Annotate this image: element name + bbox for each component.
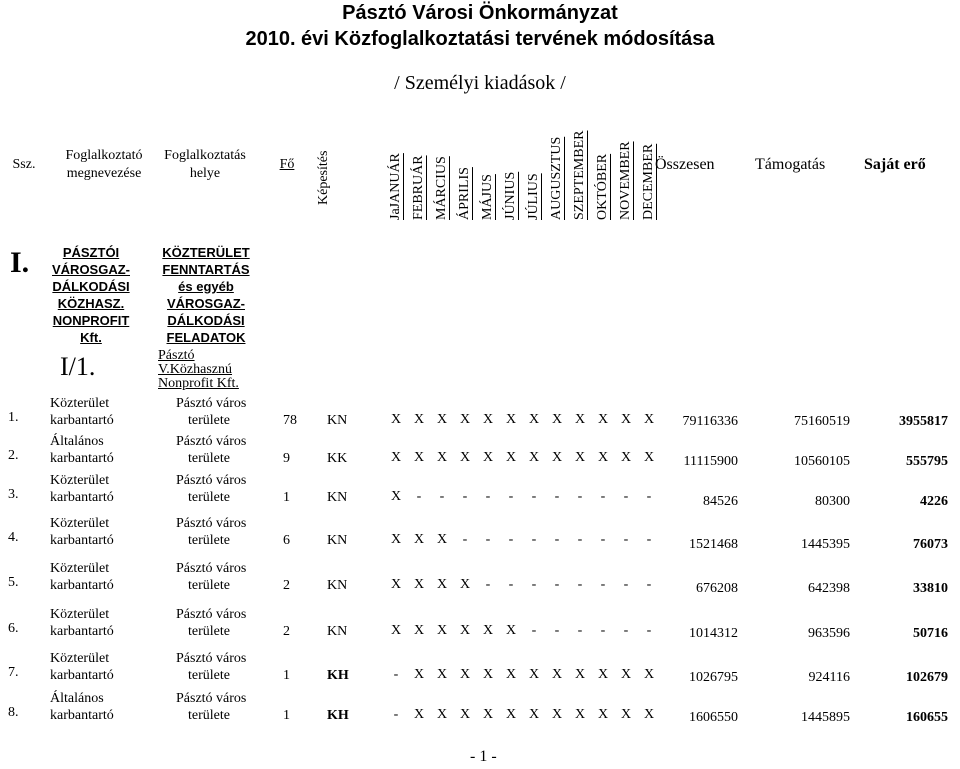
row-month-mark: X — [574, 707, 586, 722]
row-fo: 9 — [283, 451, 290, 466]
row-month-mark: X — [505, 412, 517, 427]
row-job-line2: karbantartó — [50, 533, 114, 548]
header-month: OKTÓBER — [595, 153, 610, 220]
row-tamogatas: 1445395 — [801, 537, 850, 552]
row-tamogatas: 924116 — [808, 670, 850, 685]
header-month: SZEPTEMBER — [572, 130, 587, 220]
row-tamogatas: 642398 — [808, 581, 850, 596]
row-month-mark: - — [600, 532, 606, 547]
row-kepesites: KN — [327, 413, 348, 428]
row-month-mark: X — [459, 707, 471, 722]
row-month-mark: X — [459, 577, 471, 592]
row-job-line1: Közterület — [50, 473, 110, 488]
row-month-mark: X — [620, 707, 632, 722]
header-month: FEBRUÁR — [411, 155, 426, 220]
row-osszesen: 1521468 — [689, 537, 738, 552]
row-osszesen: 11115900 — [683, 454, 738, 469]
row-kepesites: KH — [327, 668, 349, 683]
header-place: Foglalkoztatás helye — [164, 148, 246, 181]
row-place-line1: Pásztó város — [176, 473, 247, 488]
row-month-mark: X — [505, 707, 517, 722]
header-month: MÁJUS — [480, 174, 495, 220]
row-month-mark: X — [436, 532, 448, 547]
row-tamogatas: 75160519 — [794, 414, 850, 429]
header-month: JÚNIUS — [503, 171, 518, 220]
row-fo: 1 — [283, 708, 290, 723]
row-fo: 2 — [283, 578, 290, 593]
row-month-mark: X — [528, 667, 540, 682]
row-month-mark: X — [390, 450, 402, 465]
row-month-mark: X — [528, 450, 540, 465]
row-job-line1: Közterület — [50, 651, 110, 666]
row-kepesites: KK — [327, 451, 348, 466]
header-month: JÚLIUS — [526, 173, 541, 220]
row-month-mark: X — [643, 450, 655, 465]
row-place-line2: területe — [188, 668, 230, 683]
header-sajat-ero: Saját erő — [864, 156, 926, 173]
row-place-line1: Pásztó város — [176, 561, 247, 576]
row-month-mark: - — [554, 489, 560, 504]
header-month: NOVEMBER — [618, 141, 633, 220]
row-month-mark: - — [600, 623, 606, 638]
row-month-mark: - — [531, 577, 537, 592]
row-month-mark: - — [485, 532, 491, 547]
row-month-mark: X — [597, 412, 609, 427]
row-month-mark: X — [643, 707, 655, 722]
row-month-mark: X — [528, 707, 540, 722]
section-roman: I. — [10, 246, 30, 279]
document-subtitle: 2010. évi Közfoglalkoztatási tervének módosítása — [245, 28, 715, 50]
row-month-mark: X — [413, 577, 425, 592]
row-job-line2: karbantartó — [50, 708, 114, 723]
row-place-line2: területe — [188, 533, 230, 548]
row-month-mark: - — [600, 489, 606, 504]
row-month-mark: X — [482, 450, 494, 465]
row-month-mark: - — [623, 623, 629, 638]
row-fo: 1 — [283, 668, 290, 683]
header-month: MÁRCIUS — [434, 156, 449, 220]
row-kepesites: KN — [327, 578, 348, 593]
row-place-line1: Pásztó város — [176, 434, 247, 449]
row-tamogatas: 80300 — [815, 494, 850, 509]
page-number: - 1 - — [470, 748, 497, 765]
document-subsubtitle: / Személyi kiadások / — [394, 72, 566, 94]
row-place-line2: területe — [188, 624, 230, 639]
row-fo: 78 — [283, 413, 297, 428]
row-number: 8. — [8, 705, 19, 720]
header-employer: Foglalkoztató megnevezése — [65, 148, 143, 181]
row-place-line2: területe — [188, 413, 230, 428]
row-month-mark: X — [574, 450, 586, 465]
row-month-mark: X — [597, 667, 609, 682]
header-month: DECEMBER — [641, 143, 656, 220]
row-month-mark: - — [416, 489, 422, 504]
row-month-mark: X — [482, 707, 494, 722]
section-sub-place: Pásztó V.Közhasznú Nonprofit Kft. — [158, 348, 239, 391]
row-osszesen: 676208 — [696, 581, 738, 596]
row-place-line2: területe — [188, 708, 230, 723]
row-month-mark: X — [390, 577, 402, 592]
row-month-mark: X — [505, 623, 517, 638]
row-place-line2: területe — [188, 451, 230, 466]
row-month-mark: - — [646, 623, 652, 638]
row-month-mark: X — [459, 667, 471, 682]
row-number: 4. — [8, 530, 19, 545]
row-month-mark: X — [413, 667, 425, 682]
row-month-mark: X — [597, 707, 609, 722]
row-month-mark: X — [574, 412, 586, 427]
header-month: AUGUSZTUS — [549, 136, 564, 220]
row-place-line1: Pásztó város — [176, 651, 247, 666]
row-month-mark: X — [413, 623, 425, 638]
row-month-mark: X — [459, 623, 471, 638]
row-month-mark: X — [436, 412, 448, 427]
row-month-mark: X — [436, 623, 448, 638]
row-job-line1: Általános — [50, 434, 104, 449]
header-month: JaJANUÁR — [388, 153, 403, 220]
row-month-mark: X — [413, 412, 425, 427]
row-place-line1: Pásztó város — [176, 691, 247, 706]
row-month-mark: X — [413, 450, 425, 465]
row-month-mark: - — [577, 532, 583, 547]
row-osszesen: 84526 — [703, 494, 738, 509]
row-place-line2: területe — [188, 578, 230, 593]
row-job-line1: Közterület — [50, 607, 110, 622]
row-month-mark: - — [462, 532, 468, 547]
row-month-mark: - — [623, 577, 629, 592]
row-place-line1: Pásztó város — [176, 516, 247, 531]
row-month-mark: X — [482, 412, 494, 427]
row-month-mark: - — [577, 577, 583, 592]
row-month-mark: X — [551, 707, 563, 722]
row-month-mark: X — [551, 667, 563, 682]
row-month-mark: - — [577, 623, 583, 638]
row-month-mark: X — [482, 667, 494, 682]
row-fo: 1 — [283, 490, 290, 505]
row-number: 5. — [8, 575, 19, 590]
row-month-mark: - — [554, 623, 560, 638]
row-month-mark: X — [390, 623, 402, 638]
row-place-line1: Pásztó város — [176, 396, 247, 411]
row-sajat-ero: 3955817 — [899, 414, 948, 429]
row-job-line2: karbantartó — [50, 451, 114, 466]
row-place-line2: területe — [188, 490, 230, 505]
row-tamogatas: 963596 — [808, 626, 850, 641]
row-month-mark: - — [646, 489, 652, 504]
row-number: 7. — [8, 665, 19, 680]
row-month-mark: - — [554, 532, 560, 547]
row-month-mark: X — [413, 707, 425, 722]
row-sajat-ero: 4226 — [920, 494, 948, 509]
row-month-mark: X — [482, 623, 494, 638]
row-job-line2: karbantartó — [50, 624, 114, 639]
row-month-mark: X — [597, 450, 609, 465]
row-job-line2: karbantartó — [50, 413, 114, 428]
row-place-line1: Pásztó város — [176, 607, 247, 622]
row-kepesites: KN — [327, 624, 348, 639]
header-month: ÁPRILIS — [457, 167, 472, 220]
row-month-mark: X — [528, 412, 540, 427]
section-task: KÖZTERÜLET FENNTARTÁS és egyéb VÁROSGAZ- DÁLKODÁSI FELADATOK — [162, 245, 250, 345]
row-osszesen: 1014312 — [689, 626, 738, 641]
row-month-mark: - — [577, 489, 583, 504]
row-month-mark: X — [643, 412, 655, 427]
row-sajat-ero: 555795 — [906, 454, 948, 469]
row-fo: 6 — [283, 533, 290, 548]
row-sajat-ero: 50716 — [913, 626, 948, 641]
row-job-line2: karbantartó — [50, 490, 114, 505]
row-job-line1: Közterület — [50, 516, 110, 531]
header-tamogatas: Támogatás — [755, 156, 826, 173]
row-month-mark: X — [436, 577, 448, 592]
row-sajat-ero: 33810 — [913, 581, 948, 596]
row-job-line2: karbantartó — [50, 578, 114, 593]
row-number: 6. — [8, 621, 19, 636]
row-month-mark: X — [620, 412, 632, 427]
header-ssz: Ssz. — [12, 157, 36, 172]
row-osszesen: 79116336 — [682, 414, 738, 429]
row-month-mark: - — [623, 532, 629, 547]
row-month-mark: - — [531, 532, 537, 547]
row-month-mark: X — [459, 450, 471, 465]
row-month-mark: - — [531, 623, 537, 638]
row-osszesen: 1026795 — [689, 670, 738, 685]
row-kepesites: KN — [327, 533, 348, 548]
section-sub: I/1. — [60, 352, 96, 381]
row-month-mark: X — [390, 412, 402, 427]
row-fo: 2 — [283, 624, 290, 639]
row-month-mark: X — [643, 667, 655, 682]
row-sajat-ero: 160655 — [906, 710, 948, 725]
row-month-mark: - — [393, 667, 399, 682]
document-title: Pásztó Városi Önkormányzat — [342, 2, 618, 24]
section-employer: PÁSZTÓI VÁROSGAZ- DÁLKODÁSI KÖZHASZ. NONPROFIT Kft. — [52, 245, 130, 345]
row-month-mark: - — [646, 577, 652, 592]
row-job-line1: Közterület — [50, 561, 110, 576]
row-month-mark: - — [485, 489, 491, 504]
row-month-mark: - — [531, 489, 537, 504]
header-osszesen: Összesen — [655, 156, 715, 173]
row-job-line1: Közterület — [50, 396, 110, 411]
row-kepesites: KH — [327, 708, 349, 723]
row-month-mark: - — [462, 489, 468, 504]
row-month-mark: X — [574, 667, 586, 682]
row-month-mark: X — [413, 532, 425, 547]
row-osszesen: 1606550 — [689, 710, 738, 725]
row-month-mark: X — [436, 667, 448, 682]
row-month-mark: X — [436, 707, 448, 722]
row-sajat-ero: 102679 — [906, 670, 948, 685]
row-tamogatas: 10560105 — [794, 454, 850, 469]
row-month-mark: - — [646, 532, 652, 547]
row-month-mark: - — [508, 532, 514, 547]
header-fo: Fő — [279, 157, 295, 172]
row-job-line2: karbantartó — [50, 668, 114, 683]
row-month-mark: X — [551, 450, 563, 465]
row-month-mark: - — [485, 577, 491, 592]
header-kepesites: Képesítés — [316, 150, 331, 205]
row-sajat-ero: 76073 — [913, 537, 948, 552]
row-month-mark: X — [505, 450, 517, 465]
row-number: 1. — [8, 410, 19, 425]
row-month-mark: X — [505, 667, 517, 682]
row-month-mark: - — [393, 707, 399, 722]
row-job-line1: Általános — [50, 691, 104, 706]
row-month-mark: - — [554, 577, 560, 592]
row-month-mark: - — [508, 577, 514, 592]
row-month-mark: - — [508, 489, 514, 504]
row-number: 2. — [8, 448, 19, 463]
row-month-mark: X — [390, 489, 402, 504]
row-month-mark: X — [620, 667, 632, 682]
row-number: 3. — [8, 487, 19, 502]
row-month-mark: X — [551, 412, 563, 427]
row-month-mark: X — [390, 532, 402, 547]
row-month-mark: X — [436, 450, 448, 465]
row-month-mark: X — [620, 450, 632, 465]
row-month-mark: X — [459, 412, 471, 427]
row-month-mark: - — [600, 577, 606, 592]
row-tamogatas: 1445895 — [801, 710, 850, 725]
row-month-mark: - — [439, 489, 445, 504]
row-month-mark: - — [623, 489, 629, 504]
row-kepesites: KN — [327, 490, 348, 505]
